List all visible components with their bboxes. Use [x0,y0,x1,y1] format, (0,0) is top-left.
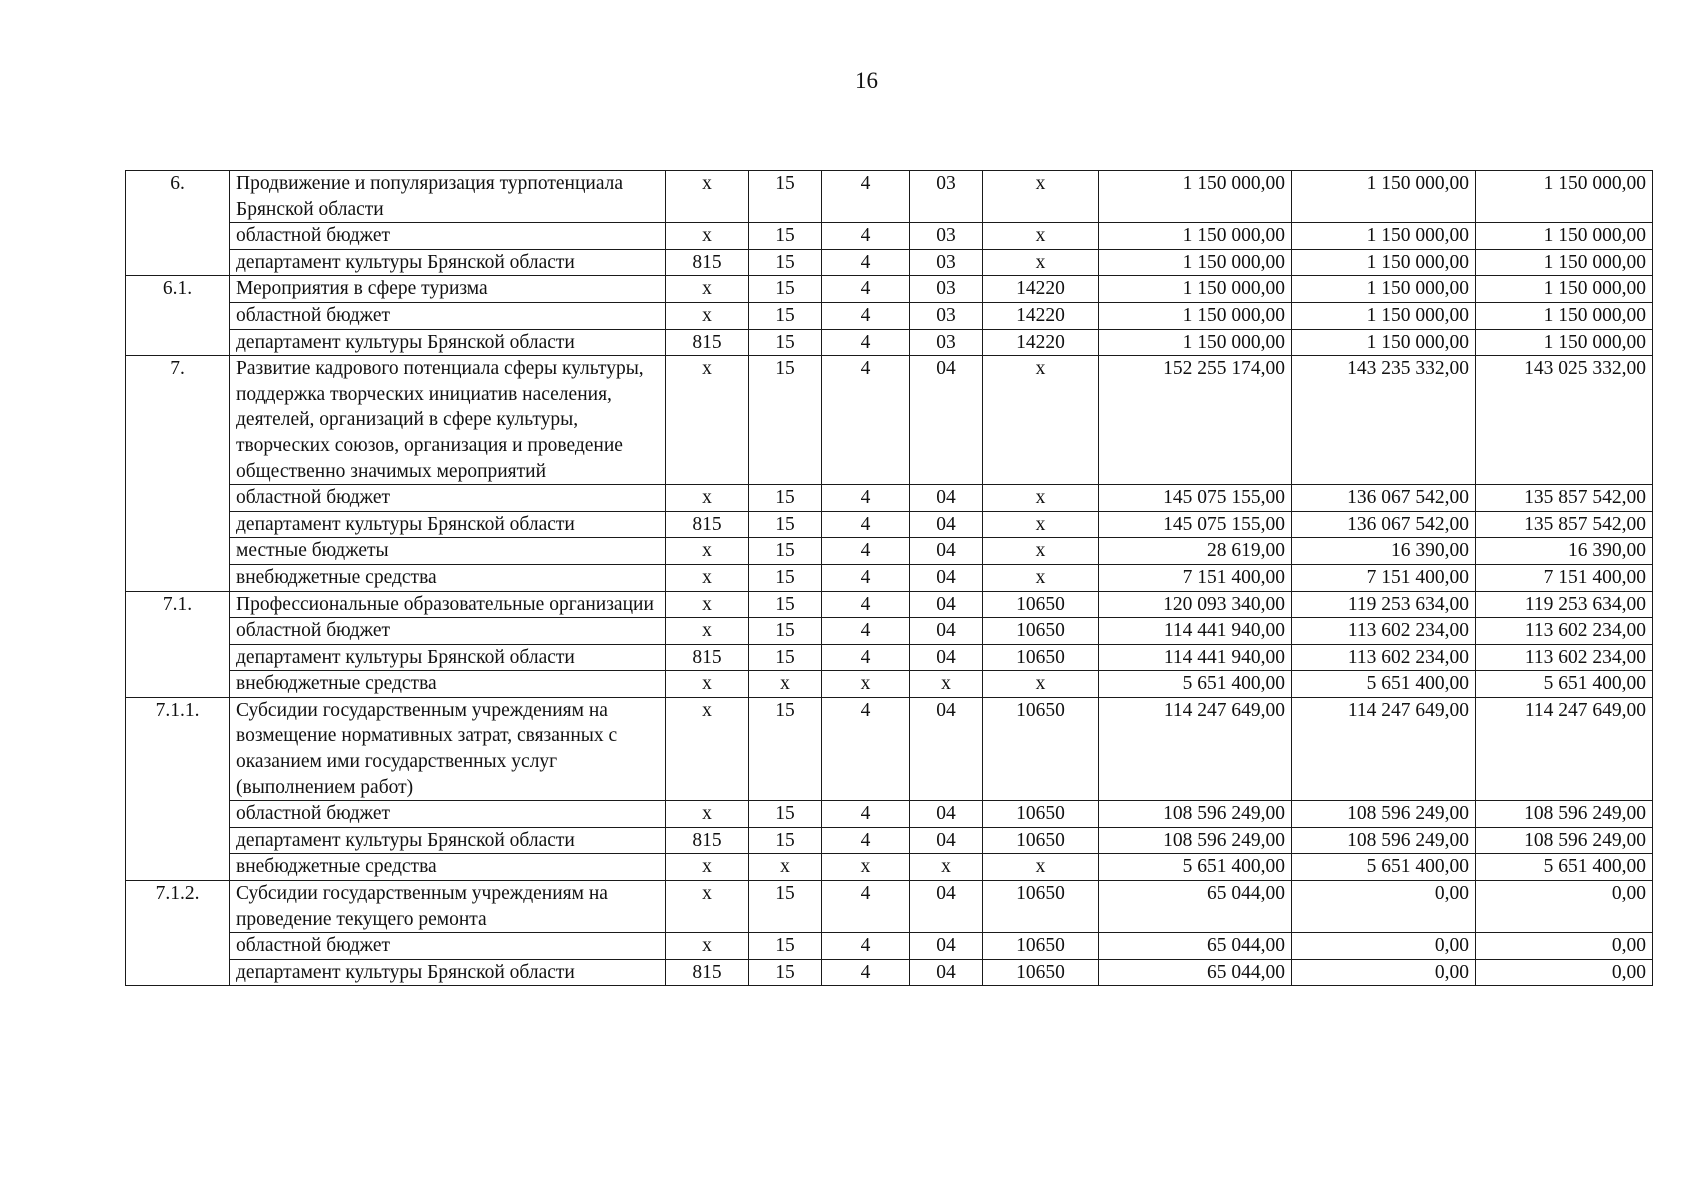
cell-amount-year1: 5 651 400,00 [1099,671,1292,698]
cell-amount-year1: 114 247 649,00 [1099,697,1292,800]
cell-amount-year1: 7 151 400,00 [1099,564,1292,591]
cell-item-name: департамент культуры Брянской области [230,827,666,854]
cell-code-program: 15 [749,827,822,854]
cell-code-type: х [822,854,910,881]
cell-amount-year2: 1 150 000,00 [1292,329,1476,356]
cell-code-event: 04 [910,881,983,933]
cell-code-event: 04 [910,697,983,800]
cell-amount-year3: 5 651 400,00 [1476,854,1653,881]
cell-code-direction: х [983,854,1099,881]
cell-item-number: 7.1.2. [126,881,230,986]
cell-code-event: 03 [910,171,983,223]
cell-code-direction: х [983,356,1099,485]
cell-code-event: 04 [910,827,983,854]
cell-code-program: 15 [749,356,822,485]
table-row [126,171,1653,223]
cell-code-type: 4 [822,511,910,538]
cell-item-name: областной бюджет [230,485,666,512]
cell-amount-year3: 1 150 000,00 [1476,171,1653,223]
cell-code-program: 15 [749,881,822,933]
cell-item-name: областной бюджет [230,801,666,828]
cell-code-grbs: 815 [666,329,749,356]
cell-item-name: областной бюджет [230,302,666,329]
table-row [126,329,1653,356]
cell-amount-year2: 119 253 634,00 [1292,591,1476,618]
cell-amount-year2: 1 150 000,00 [1292,171,1476,223]
cell-code-direction: 10650 [983,881,1099,933]
cell-amount-year1: 1 150 000,00 [1099,302,1292,329]
cell-item-name: департамент культуры Брянской области [230,644,666,671]
cell-code-direction: 14220 [983,276,1099,303]
cell-code-type: 4 [822,881,910,933]
cell-item-name: внебюджетные средства [230,671,666,698]
cell-code-event: 04 [910,356,983,485]
table-row [126,223,1653,250]
cell-item-number: 6. [126,171,230,276]
cell-code-program: 15 [749,171,822,223]
cell-code-program: 15 [749,302,822,329]
cell-amount-year2: 136 067 542,00 [1292,485,1476,512]
cell-amount-year3: 114 247 649,00 [1476,697,1653,800]
cell-code-grbs: х [666,671,749,698]
table-row [126,671,1653,698]
table-row [126,959,1653,986]
cell-code-direction: 10650 [983,618,1099,645]
cell-amount-year1: 114 441 940,00 [1099,644,1292,671]
cell-amount-year3: 143 025 332,00 [1476,356,1653,485]
cell-code-grbs: х [666,801,749,828]
cell-code-program: 15 [749,644,822,671]
cell-code-event: 04 [910,564,983,591]
cell-amount-year3: 7 151 400,00 [1476,564,1653,591]
cell-item-name: областной бюджет [230,223,666,250]
cell-amount-year2: 5 651 400,00 [1292,671,1476,698]
cell-code-program: 15 [749,538,822,565]
cell-code-event: 04 [910,485,983,512]
cell-code-program: х [749,854,822,881]
cell-amount-year3: 113 602 234,00 [1476,618,1653,645]
table-row [126,591,1653,618]
cell-amount-year2: 0,00 [1292,881,1476,933]
table-body [126,171,1653,986]
cell-code-type: 4 [822,223,910,250]
cell-code-direction: х [983,671,1099,698]
cell-amount-year2: 114 247 649,00 [1292,697,1476,800]
cell-item-number: 6.1. [126,276,230,356]
cell-item-name: местные бюджеты [230,538,666,565]
cell-amount-year3: 5 651 400,00 [1476,671,1653,698]
cell-code-type: 4 [822,329,910,356]
cell-amount-year2: 1 150 000,00 [1292,276,1476,303]
cell-amount-year3: 1 150 000,00 [1476,276,1653,303]
cell-code-type: 4 [822,591,910,618]
cell-code-direction: х [983,538,1099,565]
cell-code-program: 15 [749,249,822,276]
cell-code-type: 4 [822,485,910,512]
cell-code-type: 4 [822,171,910,223]
cell-code-direction: х [983,249,1099,276]
table-row [126,697,1653,800]
cell-amount-year2: 1 150 000,00 [1292,249,1476,276]
cell-code-direction: 10650 [983,827,1099,854]
cell-amount-year2: 1 150 000,00 [1292,223,1476,250]
cell-code-type: 4 [822,933,910,960]
cell-code-program: 15 [749,223,822,250]
cell-code-type: 4 [822,959,910,986]
cell-code-grbs: 815 [666,511,749,538]
cell-code-program: 15 [749,959,822,986]
cell-code-direction: 14220 [983,302,1099,329]
cell-item-name: областной бюджет [230,618,666,645]
cell-code-event: 03 [910,223,983,250]
cell-amount-year2: 113 602 234,00 [1292,644,1476,671]
cell-code-type: 4 [822,276,910,303]
cell-item-number: 7.1.1. [126,697,230,880]
cell-amount-year1: 28 619,00 [1099,538,1292,565]
cell-amount-year2: 143 235 332,00 [1292,356,1476,485]
cell-item-name: внебюджетные средства [230,564,666,591]
cell-amount-year1: 145 075 155,00 [1099,485,1292,512]
cell-code-grbs: х [666,564,749,591]
cell-code-type: 4 [822,356,910,485]
cell-item-name: Развитие кадрового потенциала сферы культуры, поддержка творческих инициатив населения, деятелей, организаций в сфере культуры, творческих союзов, организация и проведение общественно значимых мероприятий [230,356,666,485]
cell-amount-year3: 0,00 [1476,933,1653,960]
cell-code-grbs: 815 [666,827,749,854]
cell-code-direction: х [983,223,1099,250]
cell-amount-year1: 108 596 249,00 [1099,827,1292,854]
cell-amount-year3: 1 150 000,00 [1476,249,1653,276]
cell-code-type: 4 [822,538,910,565]
cell-code-grbs: х [666,356,749,485]
cell-amount-year1: 1 150 000,00 [1099,276,1292,303]
cell-code-direction: 10650 [983,644,1099,671]
cell-code-grbs: х [666,171,749,223]
cell-amount-year2: 108 596 249,00 [1292,827,1476,854]
cell-amount-year3: 135 857 542,00 [1476,485,1653,512]
cell-code-grbs: х [666,933,749,960]
table-row [126,511,1653,538]
cell-item-name: Субсидии государственным учреждениям на проведение текущего ремонта [230,881,666,933]
cell-code-program: 15 [749,591,822,618]
cell-code-event: 04 [910,959,983,986]
cell-item-name: Профессиональные образовательные организации [230,591,666,618]
cell-amount-year1: 1 150 000,00 [1099,329,1292,356]
cell-amount-year2: 136 067 542,00 [1292,511,1476,538]
cell-code-grbs: х [666,223,749,250]
cell-code-event: 03 [910,249,983,276]
cell-amount-year1: 65 044,00 [1099,933,1292,960]
cell-code-grbs: х [666,854,749,881]
cell-item-name: департамент культуры Брянской области [230,959,666,986]
cell-amount-year1: 114 441 940,00 [1099,618,1292,645]
cell-code-type: 4 [822,618,910,645]
cell-code-program: 15 [749,511,822,538]
cell-code-program: 15 [749,618,822,645]
cell-code-direction: 10650 [983,697,1099,800]
cell-code-event: 04 [910,801,983,828]
cell-code-direction: х [983,485,1099,512]
cell-item-name: департамент культуры Брянской области [230,511,666,538]
cell-code-grbs: х [666,276,749,303]
cell-code-direction: х [983,171,1099,223]
cell-code-type: 4 [822,564,910,591]
cell-code-type: 4 [822,827,910,854]
table-row [126,618,1653,645]
cell-code-event: х [910,854,983,881]
table-row [126,854,1653,881]
cell-amount-year1: 5 651 400,00 [1099,854,1292,881]
cell-item-name: департамент культуры Брянской области [230,249,666,276]
cell-code-grbs: х [666,538,749,565]
cell-item-name: Субсидии государственным учреждениям на возмещение нормативных затрат, связанных с оказанием ими государственных услуг (выполнением работ) [230,697,666,800]
table-row [126,801,1653,828]
cell-amount-year2: 113 602 234,00 [1292,618,1476,645]
cell-code-type: 4 [822,801,910,828]
cell-code-direction: 14220 [983,329,1099,356]
cell-amount-year2: 108 596 249,00 [1292,801,1476,828]
cell-item-name: Продвижение и популяризация турпотенциала Брянской области [230,171,666,223]
cell-code-program: 15 [749,485,822,512]
cell-code-program: 15 [749,329,822,356]
cell-amount-year1: 1 150 000,00 [1099,249,1292,276]
cell-code-direction: х [983,511,1099,538]
cell-amount-year1: 65 044,00 [1099,959,1292,986]
cell-amount-year2: 1 150 000,00 [1292,302,1476,329]
cell-code-type: 4 [822,697,910,800]
cell-item-number: 7. [126,356,230,591]
cell-code-event: 03 [910,276,983,303]
cell-code-direction: х [983,564,1099,591]
table-row [126,302,1653,329]
cell-code-event: 04 [910,933,983,960]
cell-code-program: х [749,671,822,698]
cell-code-grbs: 815 [666,249,749,276]
cell-amount-year3: 108 596 249,00 [1476,827,1653,854]
cell-code-grbs: 815 [666,644,749,671]
cell-amount-year2: 0,00 [1292,959,1476,986]
table-row [126,538,1653,565]
cell-code-event: х [910,671,983,698]
cell-code-grbs: х [666,697,749,800]
cell-code-direction: 10650 [983,933,1099,960]
cell-code-grbs: х [666,591,749,618]
cell-amount-year1: 65 044,00 [1099,881,1292,933]
cell-code-event: 04 [910,538,983,565]
cell-code-type: х [822,671,910,698]
cell-code-program: 15 [749,933,822,960]
table-row [126,827,1653,854]
cell-amount-year3: 1 150 000,00 [1476,302,1653,329]
cell-item-number: 7.1. [126,591,230,697]
cell-code-grbs: х [666,881,749,933]
cell-amount-year1: 108 596 249,00 [1099,801,1292,828]
cell-amount-year2: 0,00 [1292,933,1476,960]
cell-amount-year3: 1 150 000,00 [1476,329,1653,356]
cell-code-program: 15 [749,697,822,800]
cell-amount-year3: 119 253 634,00 [1476,591,1653,618]
table-row [126,933,1653,960]
cell-item-name: внебюджетные средства [230,854,666,881]
table-row [126,881,1653,933]
table-row [126,356,1653,485]
cell-code-event: 03 [910,302,983,329]
table-row [126,644,1653,671]
cell-amount-year3: 0,00 [1476,881,1653,933]
cell-code-grbs: х [666,485,749,512]
cell-amount-year3: 108 596 249,00 [1476,801,1653,828]
cell-amount-year2: 16 390,00 [1292,538,1476,565]
cell-code-grbs: х [666,618,749,645]
cell-amount-year3: 16 390,00 [1476,538,1653,565]
cell-amount-year2: 5 651 400,00 [1292,854,1476,881]
cell-code-grbs: 815 [666,959,749,986]
cell-code-direction: 10650 [983,959,1099,986]
cell-code-type: 4 [822,644,910,671]
cell-code-type: 4 [822,249,910,276]
cell-code-grbs: х [666,302,749,329]
table-row [126,485,1653,512]
cell-code-program: 15 [749,276,822,303]
cell-amount-year3: 113 602 234,00 [1476,644,1653,671]
cell-code-type: 4 [822,302,910,329]
cell-item-name: департамент культуры Брянской области [230,329,666,356]
table-row [126,276,1653,303]
cell-amount-year3: 135 857 542,00 [1476,511,1653,538]
cell-code-event: 04 [910,511,983,538]
cell-code-event: 04 [910,618,983,645]
cell-amount-year1: 1 150 000,00 [1099,171,1292,223]
cell-amount-year3: 1 150 000,00 [1476,223,1653,250]
cell-amount-year3: 0,00 [1476,959,1653,986]
cell-amount-year1: 152 255 174,00 [1099,356,1292,485]
cell-amount-year1: 145 075 155,00 [1099,511,1292,538]
cell-amount-year1: 1 150 000,00 [1099,223,1292,250]
cell-amount-year2: 7 151 400,00 [1292,564,1476,591]
budget-table [125,170,1653,986]
cell-code-direction: 10650 [983,801,1099,828]
cell-item-name: Мероприятия в сфере туризма [230,276,666,303]
cell-code-program: 15 [749,564,822,591]
cell-code-event: 03 [910,329,983,356]
page-number: 16 [855,68,878,93]
cell-code-event: 04 [910,591,983,618]
cell-amount-year1: 120 093 340,00 [1099,591,1292,618]
cell-code-event: 04 [910,644,983,671]
table-row [126,249,1653,276]
cell-code-program: 15 [749,801,822,828]
cell-item-name: областной бюджет [230,933,666,960]
table-row [126,564,1653,591]
cell-code-direction: 10650 [983,591,1099,618]
